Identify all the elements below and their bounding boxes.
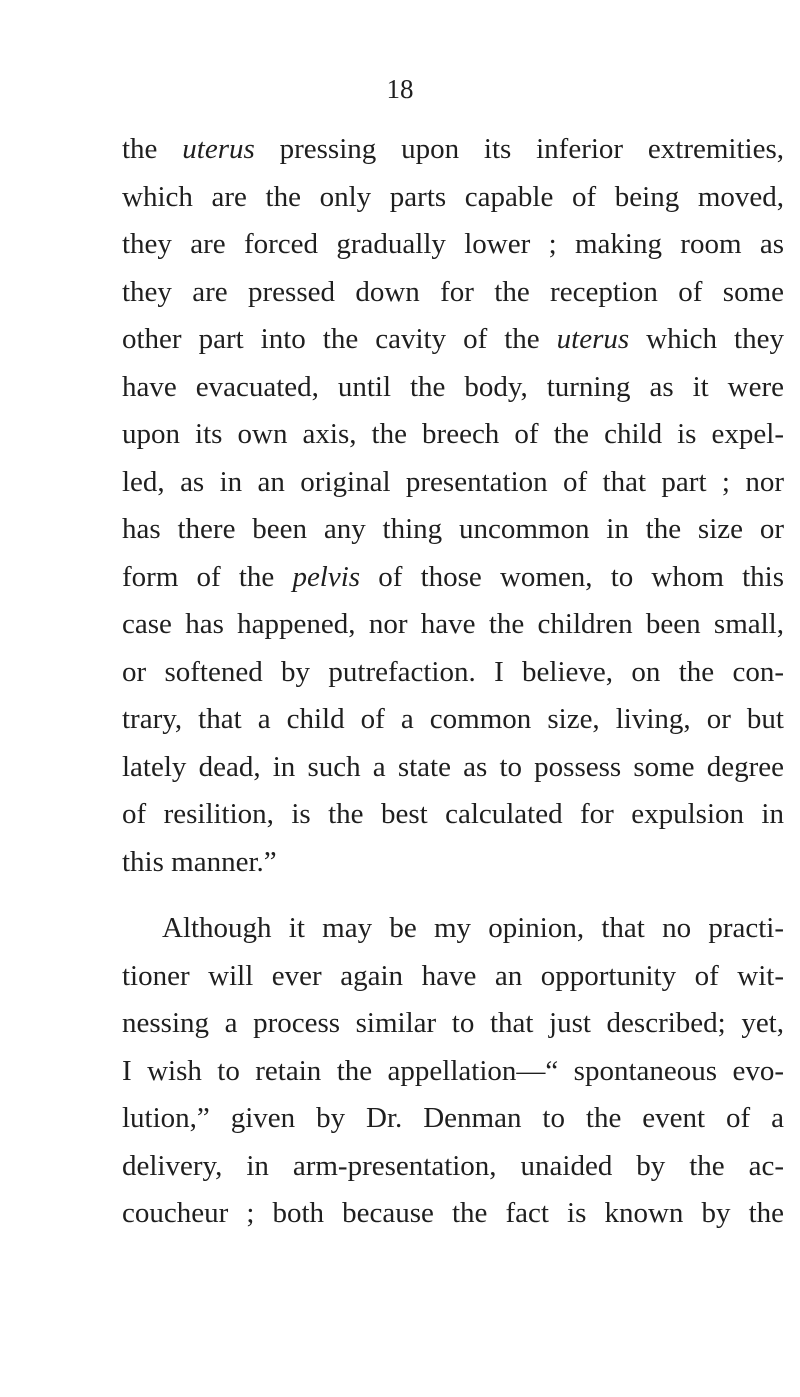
italic-term: uterus (182, 133, 255, 165)
text-line: they are pressed down for the reception of some (122, 275, 784, 308)
text-line: they are forced gradually lower ; making room as (122, 228, 784, 260)
text-line: this manner.” (122, 845, 277, 878)
paragraph-2 (122, 905, 784, 1238)
text-line: which are the only parts capable of being moved, (122, 180, 784, 213)
italic-term: uterus (556, 323, 630, 355)
paragraph-1 (122, 126, 784, 886)
italic-term: pelvis (292, 560, 361, 593)
text-line: of resilition, is the best calculated for expulsion in (122, 798, 784, 830)
text-line: delivery, in arm-presentation, unaided by the ac- (122, 1149, 784, 1182)
text-line: nessing a process similar to that just described; yet, (122, 1007, 784, 1039)
text-line: trary, that a child of a common size, living, or but (122, 703, 784, 735)
text-line: has there been any thing uncommon in the size or (122, 513, 784, 545)
text-line: coucheur ; both because the fact is known by the (122, 1197, 784, 1229)
text-line: case has happened, nor have the children been small, (122, 608, 784, 640)
text-line: upon its own axis, the breech of the child is expel- (122, 418, 784, 450)
text-line: the uterus pressing upon its inferior extremities, (122, 133, 785, 165)
text-line: tioner will ever again have an opportunity of wit- (122, 959, 784, 992)
text-line: lution,” given by Dr. Denman to the event of a (122, 1102, 784, 1134)
text-line: or softened by putrefaction. I believe, on the con- (122, 655, 784, 688)
page-number: 18 (386, 74, 414, 104)
text-line: I wish to retain the appellation—“ spontaneous evo- (122, 1054, 784, 1087)
text-line: have evacuated, until the body, turning as it were (122, 370, 784, 403)
text-line: other part into the cavity of the uterus which they (122, 323, 784, 355)
text-line: form of the pelvis of those women, to whom this (122, 560, 784, 593)
text-line: led, as in an original presentation of that part ; nor (122, 465, 784, 498)
text-line: Although it may be my opinion, that no practi- (162, 912, 784, 944)
text-line: lately dead, in such a state as to possess some degree (122, 750, 784, 783)
